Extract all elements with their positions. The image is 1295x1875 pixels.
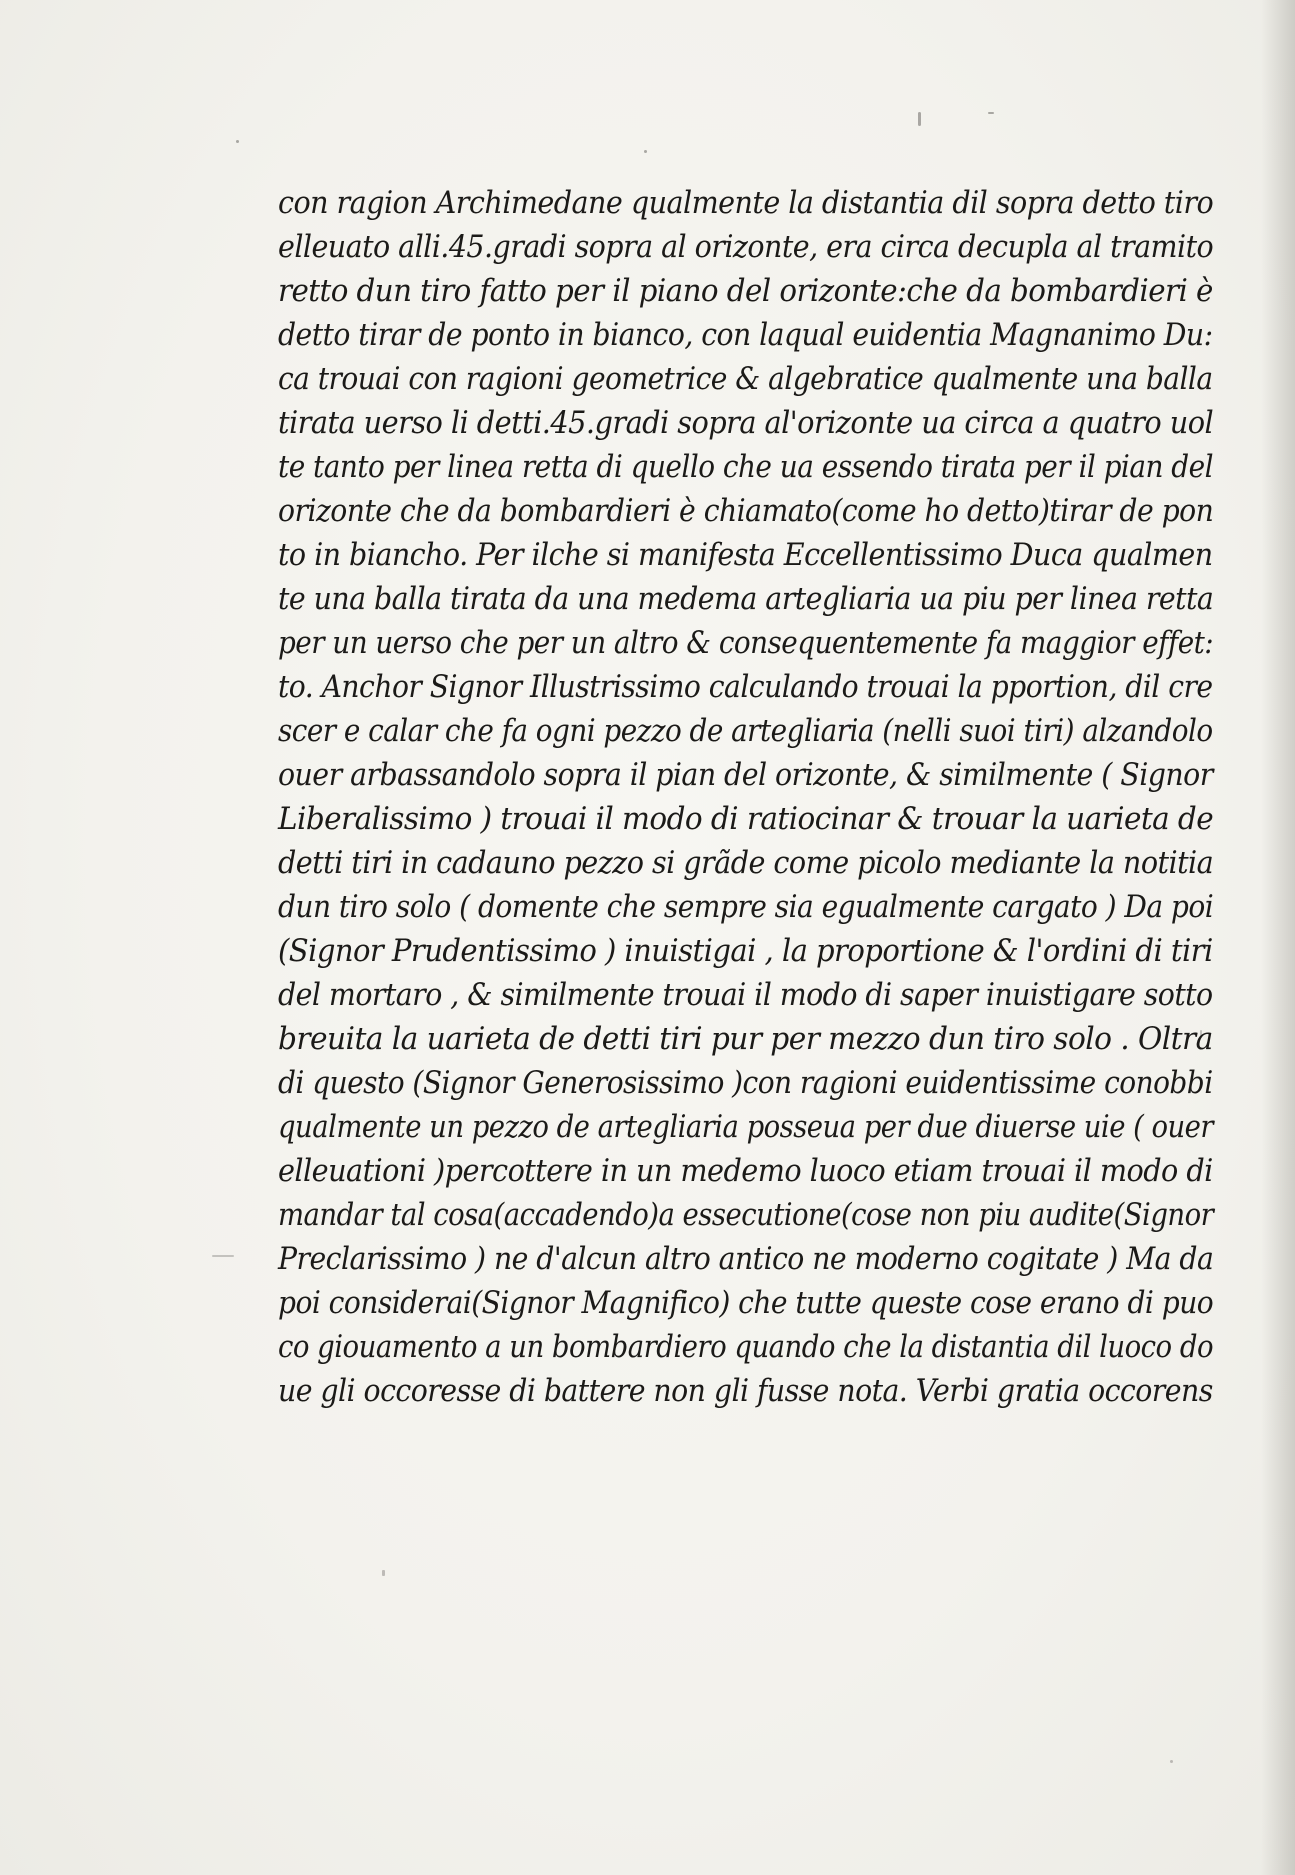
text-line: ouer arbassandolo sopra il pian del orizonte, & similmente ( Signor xyxy=(278,757,1213,793)
text-line: retto dun tiro fatto per il piano del orizonte:che da bombardieri è xyxy=(278,273,1213,309)
text-line: del mortaro , & similmente trouai il modo di saper inuistigare sotto xyxy=(278,977,1213,1013)
text-line: elleuationi )percottere in un medemo luoco etiam trouai il modo di xyxy=(278,1153,1213,1189)
text-line: Preclarissimo ) ne d'alcun altro antico ne moderno cogitate ) Ma da xyxy=(278,1241,1214,1277)
text-line: to in biancho. Per ilche si manifesta Eccellentissimo Duca qualmen xyxy=(278,537,1213,573)
page-speck xyxy=(236,140,239,143)
text-line: per un uerso che per un altro & consequentemente fa maggior effet: xyxy=(278,625,1214,661)
text-line: scer e calar che fa ogni pezzo de artegliaria (nelli suoi tiri) alzandolo xyxy=(278,713,1213,749)
page-speck xyxy=(212,1255,234,1257)
text-line: Liberalissimo ) trouai il modo di ratiocinar & trouar la uarieta de xyxy=(278,801,1214,837)
text-line: to. Anchor Signor Illustrissimo calculando trouai la pportion, dil cre xyxy=(278,669,1213,705)
page-speck xyxy=(918,112,921,126)
text-line: orizonte che da bombardieri è chiamato(come ho detto)tirar de pon xyxy=(278,493,1214,529)
text-line: con ragion Archimedane qualmente la distantia dil sopra detto tiro xyxy=(278,185,1214,221)
text-line: te una balla tirata da una medema artegliaria ua piu per linea retta xyxy=(278,581,1214,617)
text-line: detto tirar de ponto in bianco, con laqual euidentia Magnanimo Du: xyxy=(278,317,1213,353)
text-line: elleuato alli.45.gradi sopra al orizonte, era circa decupla al tramito xyxy=(278,229,1214,265)
text-line: co giouamento a un bombardiero quando che la distantia dil luoco do xyxy=(278,1329,1214,1365)
text-line: dun tiro solo ( domente che sempre sia egualmente cargato ) Da poi xyxy=(278,889,1214,925)
text-line: qualmente un pezzo de artegliaria posseua per due diuerse uie ( ouer xyxy=(278,1109,1214,1145)
text-line: breuita la uarieta de detti tiri pur per mezzo dun tiro solo . Oltra xyxy=(278,1021,1213,1057)
text-line: ue gli occoresse di battere non gli fusse nota. Verbi gratia occorens xyxy=(278,1373,1213,1409)
page-edge-shadow xyxy=(1261,0,1295,1875)
text-line: mandar tal cosa(accadendo)a essecutione(cose non piu audite(Signor xyxy=(278,1197,1214,1233)
text-line: (Signor Prudentissimo ) inuistigai , la proportione & l'ordini di tiri xyxy=(278,933,1213,969)
text-line: te tanto per linea retta di quello che ua essendo tirata per il pian del xyxy=(278,449,1214,485)
text-line: detti tiri in cadauno pezzo si grãde come picolo mediante la notitia xyxy=(278,845,1214,881)
page-speck xyxy=(988,112,994,114)
text-line: poi considerai(Signor Magnifico) che tutte queste cose erano di puo xyxy=(278,1285,1214,1321)
text-line: di questo (Signor Generosissimo )con ragioni euidentissime conobbi xyxy=(278,1065,1213,1101)
page-speck xyxy=(644,150,647,153)
page-speck xyxy=(1170,1760,1173,1763)
text-line: ca trouai con ragioni geometrice & algebratice qualmente una balla xyxy=(278,361,1213,397)
text-line: tirata uerso li detti.45.gradi sopra al'orizonte ua circa a quatro uol xyxy=(278,405,1214,441)
page-speck xyxy=(382,1570,385,1576)
